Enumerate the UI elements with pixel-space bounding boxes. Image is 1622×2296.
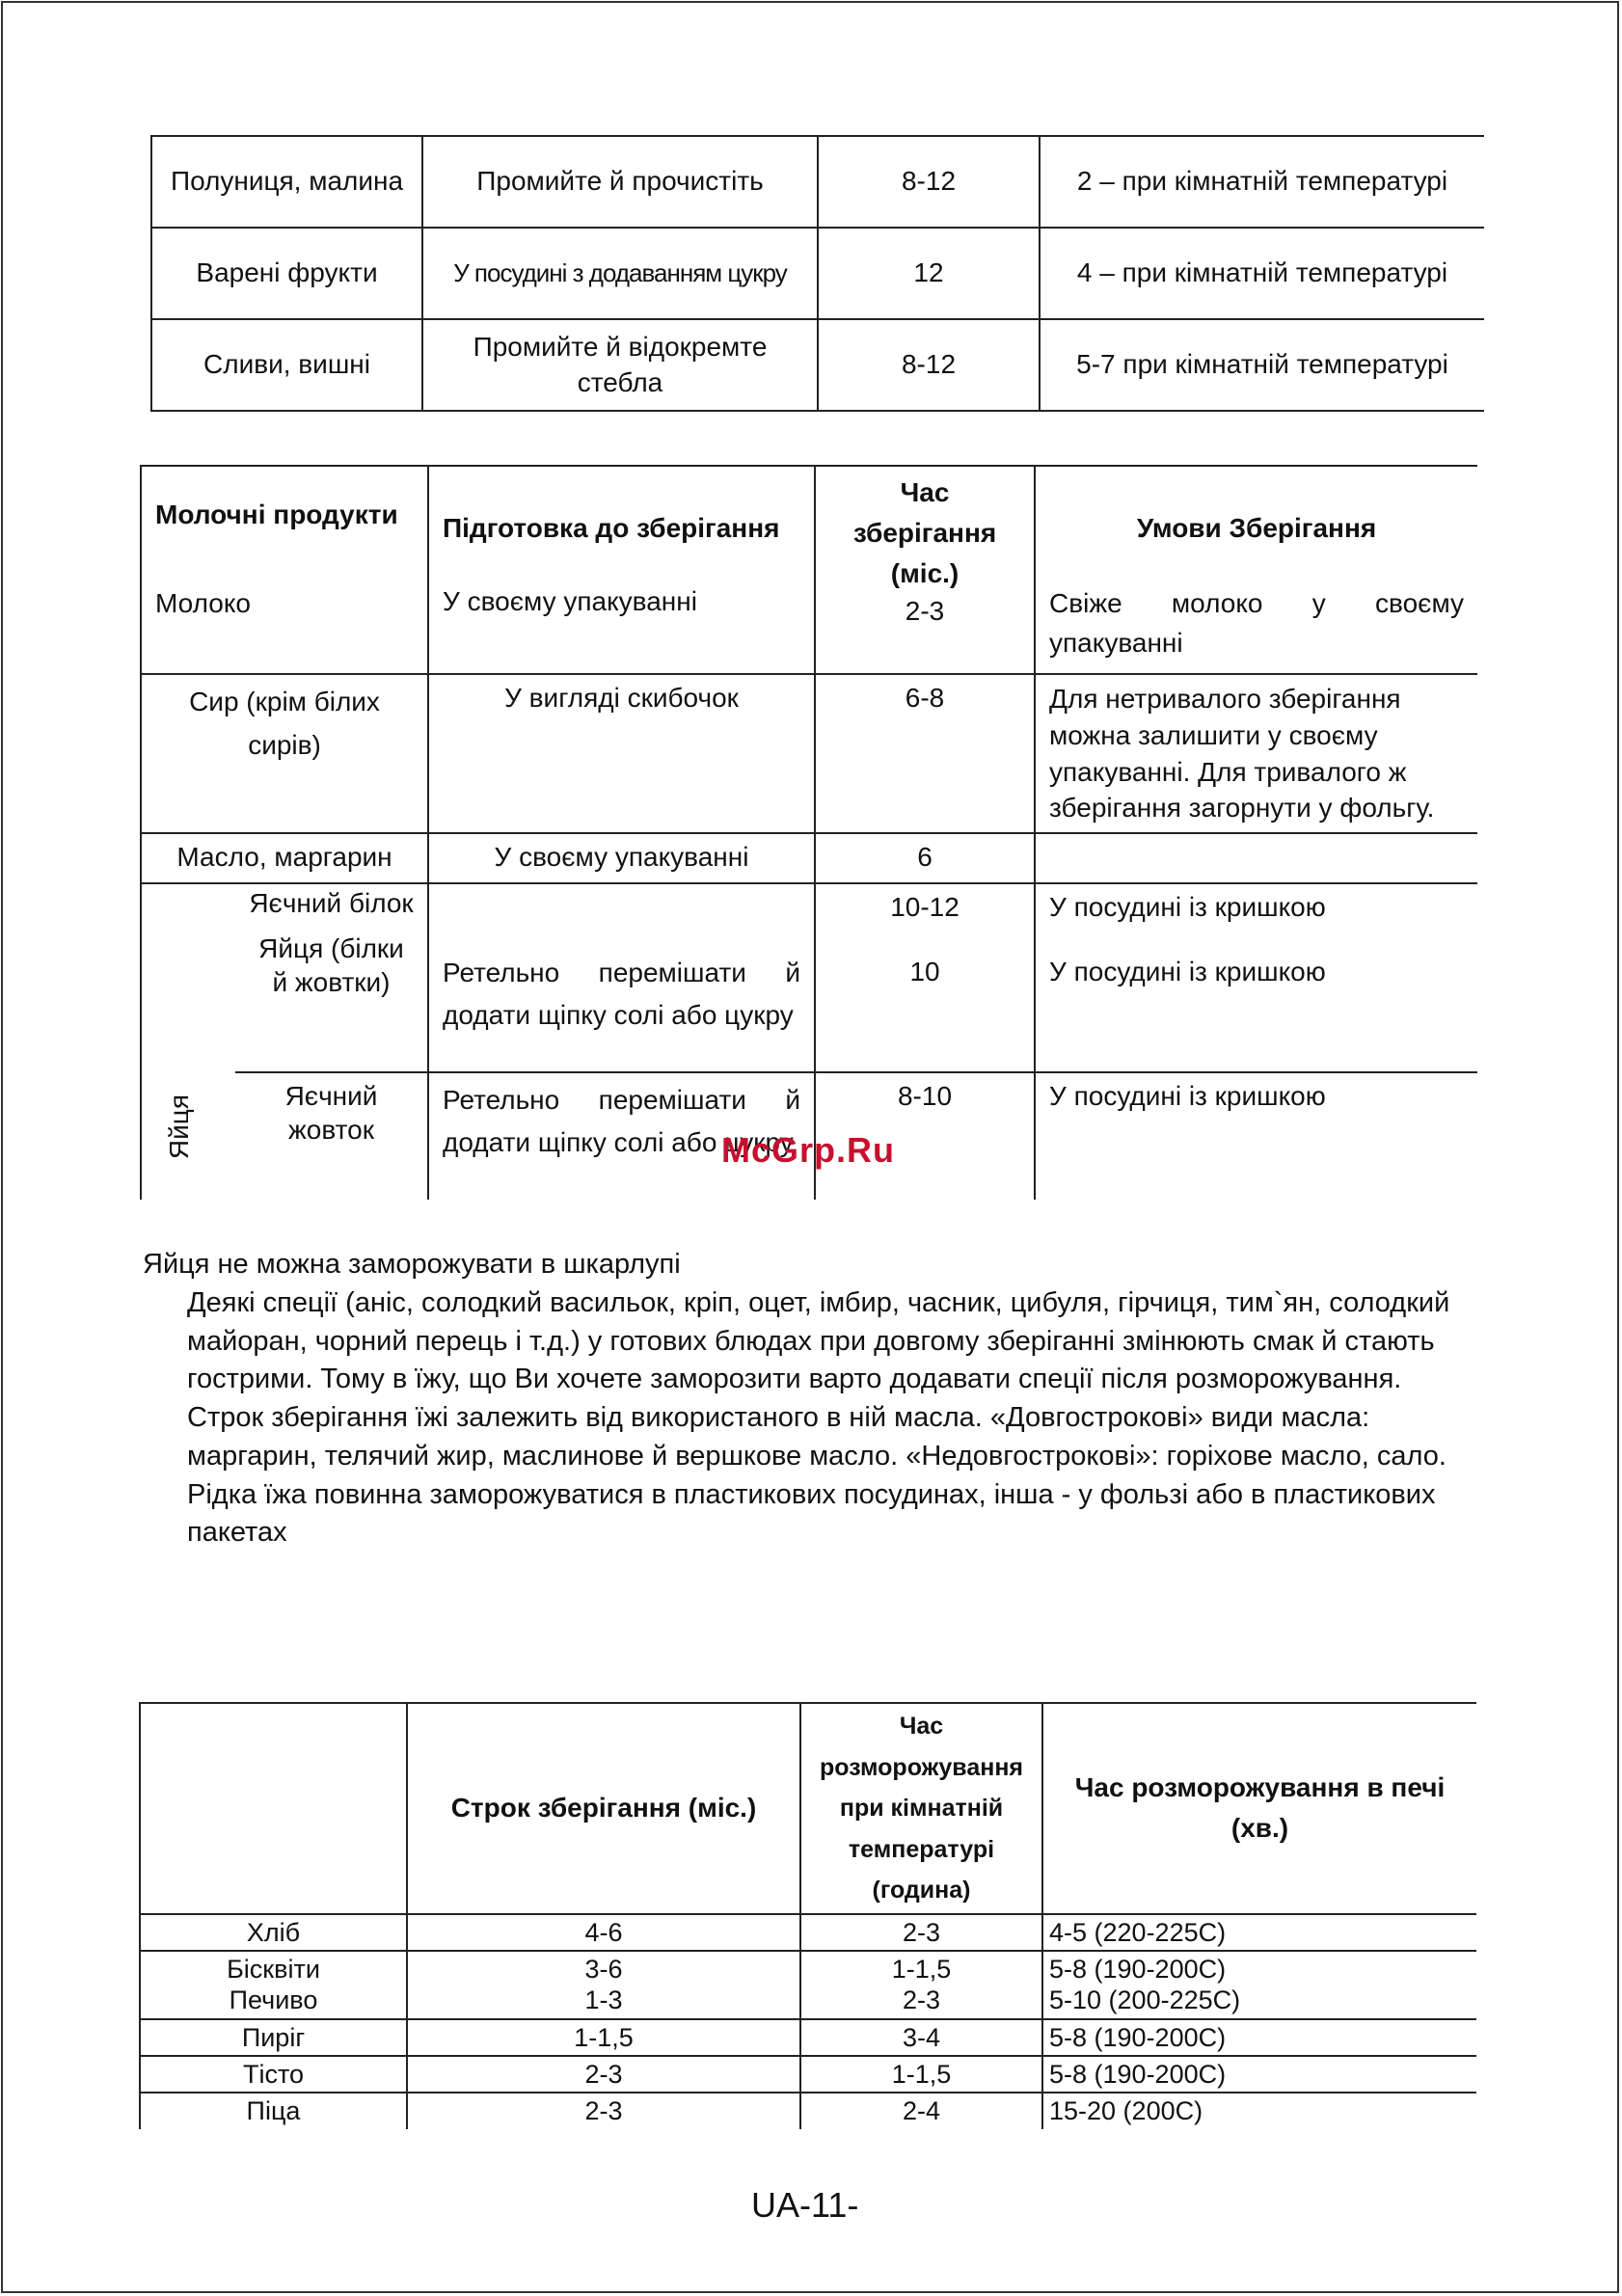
table-cell: Пиріг [140, 2019, 407, 2056]
table-row [140, 1703, 1476, 1914]
table-cell: У вигляді скибочок [428, 674, 815, 833]
biscuits-label: Бісквіти [227, 1954, 320, 1984]
table-cell: Промийте й відокремте стебла [422, 319, 818, 411]
egg-whole-conditions: У посудині із кришкою [1049, 956, 1326, 986]
milk-time: 2-3 [905, 596, 945, 626]
table-cell [140, 1951, 407, 2019]
header-prep: Підготовка до зберігання [443, 513, 780, 543]
table-cell [815, 883, 1035, 1072]
table-cell: Сир (крім білих сирів) [141, 674, 428, 833]
header-oven: Час розморожування в печі (хв.) [1042, 1703, 1476, 1914]
table-cell: 5-8 (190-200С) [1042, 2056, 1476, 2093]
table-cell [800, 1951, 1042, 2019]
table-cell [235, 883, 428, 1072]
table-cell: У своєму упакуванні [428, 833, 815, 883]
dairy-storage-table [140, 465, 1477, 1200]
egg-white-conditions: У посудині із кришкою [1049, 892, 1326, 923]
header-storage: Строк зберігання (міс.) [407, 1703, 800, 1914]
table-cell: 6-8 [815, 674, 1035, 833]
header-conditions: Умови Зберігання [1136, 513, 1377, 543]
table-cell: 1-1,5 [800, 2056, 1042, 2093]
table-row [140, 1951, 1476, 2019]
table-row [140, 1914, 1476, 1951]
table-cell [1035, 466, 1477, 674]
table-row [141, 674, 1477, 833]
table-row [140, 2093, 1476, 2128]
table-cell: 5-8 (190-200С) [1042, 2019, 1476, 2056]
table-row [141, 833, 1477, 883]
table-cell: Для нетривалого зберігання можна залишити у своєму упакуванні. Для тривалого ж зберігання загорнути у фольгу. [1035, 674, 1477, 833]
table-cell [140, 1703, 407, 1914]
table-cell [1035, 883, 1477, 1072]
table-cell [815, 466, 1035, 674]
paragraph-spices: Деякі спеції (аніс, солодкий васильок, кріп, оцет, імбир, часник, цибуля, гірчиця, тим`ян, солодкий майоран, чорний перець і т.д.) у готових блюдах при довгому зберіганні змінюють смак й стають гострими. Тому в їжу, що Ви хочете заморозити варто додавати спеції після розморожування. [187, 1287, 1450, 1395]
table-cell: Ретельно перемішати й додати щіпку солі або цукру [428, 1072, 815, 1200]
table-cell [1042, 1951, 1476, 2019]
table-cell: 15-20 (200С) [1042, 2093, 1476, 2128]
cookies-label: Печиво [229, 1985, 318, 2015]
table-cell: Полуниця, малина [151, 136, 422, 228]
table-cell: Сливи, вишні [151, 319, 422, 411]
table-cell: 2 – при кімнатній температурі [1040, 136, 1484, 228]
cookies-oven: 5-10 (200-225С) [1049, 1985, 1241, 2015]
table-row [151, 228, 1484, 319]
table-cell: Піца [140, 2093, 407, 2128]
table-cell: 6 [815, 833, 1035, 883]
biscuits-room: 1-1,5 [891, 1954, 952, 1984]
table-cell: 4-6 [407, 1914, 800, 1951]
table-cell: Промийте й прочистіть [422, 136, 818, 228]
thawing-table [139, 1702, 1476, 2129]
table-cell: 2-3 [800, 1914, 1042, 1951]
table-cell: Тісто [140, 2056, 407, 2093]
table-cell: Варені фрукти [151, 228, 422, 319]
table-cell: 8-12 [818, 319, 1040, 411]
table-row [151, 136, 1484, 228]
table-cell [428, 466, 815, 674]
milk-prep: У своєму упакуванні [443, 586, 697, 617]
text-block-indented [187, 1284, 1470, 1553]
paragraph-packaging: Рідка їжа повинна заморожуватися в пластикових посудинах, інша - у фользі або в пластикових пакетах [187, 1478, 1436, 1549]
page-number: UA-11- [751, 2185, 859, 2225]
table-cell: Хліб [140, 1914, 407, 1951]
egg-white-label: Яєчний білок [249, 888, 414, 919]
table-cell: Яєчний жовток [235, 1072, 428, 1200]
table-cell [407, 1951, 800, 2019]
table-cell: 8-12 [818, 136, 1040, 228]
table-cell: 2-3 [407, 2093, 800, 2128]
table-row [151, 319, 1484, 411]
table-cell: Масло, маргарин [141, 833, 428, 883]
table-cell: 3-4 [800, 2019, 1042, 2056]
table-cell: 4 – при кімнатній температурі [1040, 228, 1484, 319]
paragraph-oils: Строк зберігання їжі залежить від використаного в ній масла. «Довгострокові» види масла: маргарин, телячий жир, маслинове й вершкове масло. «Недовгострокові»: горіхове масло, сало. [187, 1402, 1446, 1472]
cookies-storage: 1-3 [584, 1985, 623, 2015]
biscuits-oven: 5-8 (190-200С) [1049, 1954, 1227, 1984]
table-cell: 4-5 (220-225С) [1042, 1914, 1476, 1951]
milk-conditions: Свіже молоко у своєму упакуванні [1049, 588, 1465, 658]
table-cell: 1-1,5 [407, 2019, 800, 2056]
egg-whole-label: Яйця (білки й жовтки) [258, 933, 404, 998]
fruit-storage-table [150, 135, 1484, 412]
table-row [140, 2019, 1476, 2056]
table-cell [1035, 833, 1477, 883]
table-row [140, 2056, 1476, 2093]
table-cell: 2-4 [800, 2093, 1042, 2128]
egg-whole-time: 10 [909, 956, 940, 986]
table-row [141, 466, 1477, 674]
table-cell: У посудині з додаванням цукру [422, 228, 818, 319]
table-cell: 2-3 [407, 2056, 800, 2093]
paragraph-eggs: Яйця не можна заморожувати в шкарлупі [143, 1249, 681, 1280]
table-cell [141, 466, 428, 674]
table-cell: 12 [818, 228, 1040, 319]
table-row [141, 883, 1477, 1072]
biscuits-storage: 3-6 [584, 1954, 623, 1984]
table-cell: 8-10 [815, 1072, 1035, 1200]
table-cell: У посудині із кришкою [1035, 1072, 1477, 1200]
egg-white-time: 10-12 [890, 892, 960, 923]
milk-label: Молоко [155, 588, 251, 619]
watermark-text: McGrp.Ru [721, 1130, 896, 1170]
table-cell: 5-7 при кімнатній температурі [1040, 319, 1484, 411]
text-block [143, 1246, 1493, 1284]
cookies-room: 2-3 [902, 1985, 941, 2015]
header-time: Час зберігання (міс.) [852, 477, 997, 588]
header-room: Час розморожування при кімнатній температурі (година) [800, 1703, 1042, 1914]
table-cell: Ретельно перемішати й додати щіпку солі або цукру [428, 883, 815, 1072]
eggs-group-label: Яйця [164, 1094, 194, 1160]
header-product: Молочні продукти [155, 500, 398, 529]
